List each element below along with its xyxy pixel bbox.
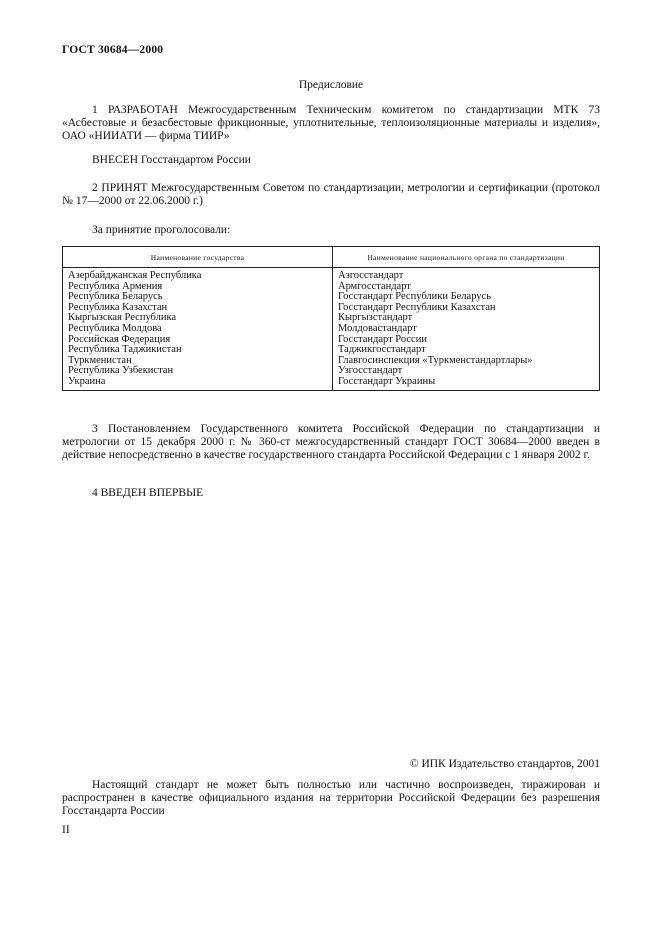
national-body-cell: Таджикгосстандарт: [333, 345, 600, 356]
national-body-cell: Кыргызстандарт: [333, 313, 600, 324]
table-row: [63, 324, 600, 335]
paragraph-adopted: 2 ПРИНЯТ Межгосударственным Советом по стандартизации, метрологии и сертификации (протокол № 17—2000 от 22.06.2000 г.): [62, 182, 600, 207]
document-id: ГОСТ 30684—2000: [62, 44, 164, 56]
reproduction-notice: Настоящий стандарт не может быть полностью или частично воспроизведен, тиражирован и распространен в качестве официального издания на территории Российской Федерации без разрешения Госстандарта России: [62, 779, 600, 817]
national-body-cell: Госстандарт Республики Беларусь: [333, 292, 600, 303]
national-body-cell: Узгосстандарт: [333, 366, 600, 377]
state-cell: Республика Узбекистан: [63, 366, 333, 377]
state-cell: Республика Таджикистан: [63, 345, 333, 356]
column-header-state: Наименование государства: [63, 247, 333, 268]
national-body-cell: Азгосстандарт: [333, 268, 600, 282]
paragraph-first-introduced: 4 ВВЕДЕН ВПЕРВЫЕ: [92, 487, 204, 499]
table-row: [63, 377, 600, 390]
voting-table: [62, 246, 600, 391]
national-body-cell: Госстандарт Украины: [333, 377, 600, 390]
table-row: [63, 268, 600, 282]
state-cell: Азербайджанская Республика: [63, 268, 333, 282]
national-body-cell: Госстандарт Республики Казахстан: [333, 303, 600, 314]
state-cell: Республика Казахстан: [63, 303, 333, 314]
state-cell: Республика Молдова: [63, 324, 333, 335]
column-header-national-body: Наименование национального органа по стандартизации: [333, 247, 600, 268]
paragraph-voted: За принятие проголосовали:: [92, 224, 231, 236]
paragraph-enacted: 3 Постановлением Государственного комитета Российской Федерации по стандартизации и метрологии от 15 декабря 2000 г. № 360-ст межгосударственный стандарт ГОСТ 30684—2000 введен в действие непосредственно в качестве государственного стандарта Российской Федерации с 1 января 2002 г.: [62, 423, 600, 461]
national-body-cell: Госстандарт России: [333, 335, 600, 346]
copyright-notice: © ИПК Издательство стандартов, 2001: [409, 758, 600, 770]
state-cell: Республика Беларусь: [63, 292, 333, 303]
state-cell: Республика Армения: [63, 282, 333, 293]
state-cell: Российская Федерация: [63, 335, 333, 346]
paragraph-introduced: ВНЕСЕН Госстандартом России: [92, 154, 251, 166]
national-body-cell: Армгосстандарт: [333, 282, 600, 293]
state-cell: Украина: [63, 377, 333, 390]
table-header-row: [63, 247, 600, 268]
national-body-cell: Главгосинспекция «Туркменстандартлары»: [333, 356, 600, 367]
state-cell: Туркменистан: [63, 356, 333, 367]
paragraph-developed: 1 РАЗРАБОТАН Межгосударственным Техническим комитетом по стандартизации МТК 73 «Асбестовые и безасбестовые фрикционные, уплотнительные, теплоизоляционные материалы и изделия», ОАО «НИИАТИ — фирма ТИИР»: [62, 104, 600, 142]
page-number: II: [62, 824, 70, 836]
national-body-cell: Молдовастандарт: [333, 324, 600, 335]
table-row: [63, 366, 600, 377]
state-cell: Кыргызская Республика: [63, 313, 333, 324]
foreword-title: Предисловие: [298, 79, 364, 91]
